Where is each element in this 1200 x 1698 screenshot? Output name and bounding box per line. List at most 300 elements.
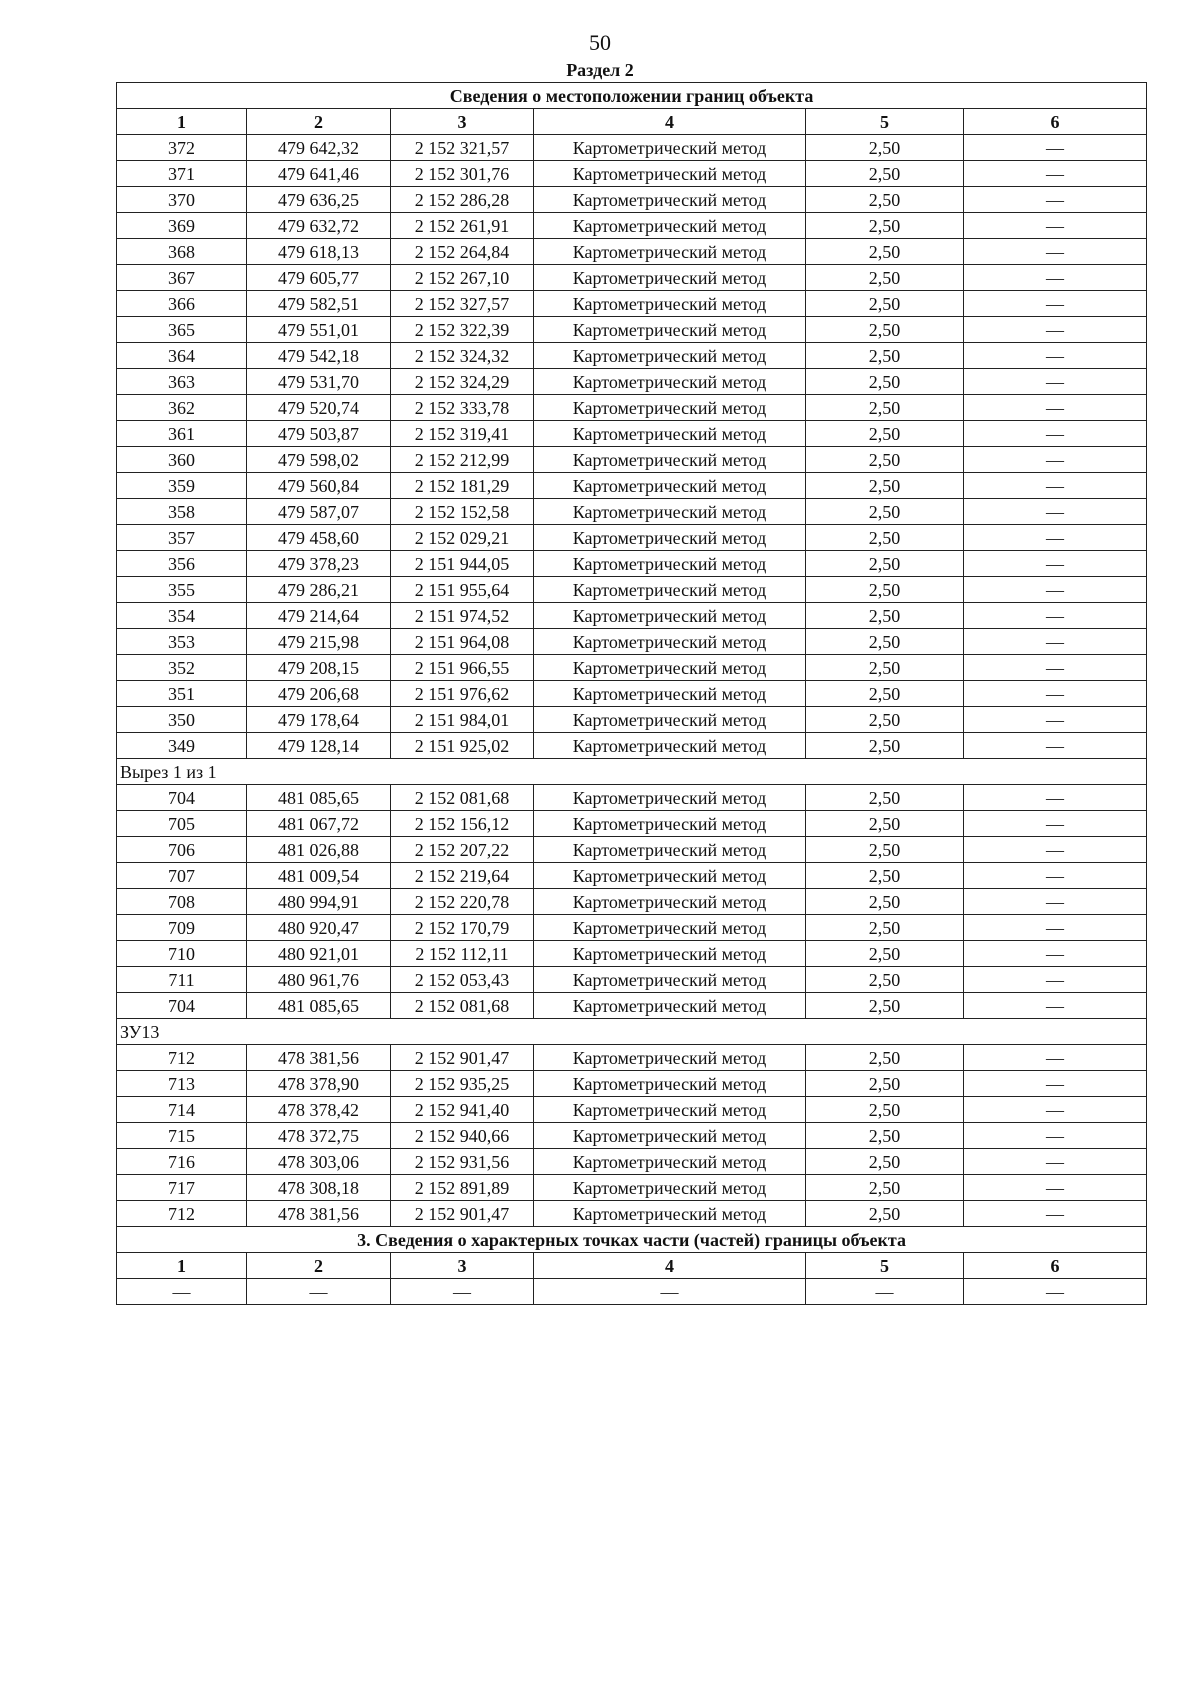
x-coordinate-cell: 479 208,15 [247, 655, 391, 681]
method-cell: Картометрический метод [534, 1175, 806, 1201]
y-coordinate-cell: 2 151 974,52 [391, 603, 534, 629]
method-cell: Картометрический метод [534, 941, 806, 967]
table-row [117, 941, 1147, 967]
point-number-cell: 707 [117, 863, 247, 889]
description-cell: — [964, 681, 1147, 707]
accuracy-cell: 2,50 [806, 603, 964, 629]
accuracy-cell: 2,50 [806, 733, 964, 759]
column-header: 3 [391, 1253, 534, 1279]
x-coordinate-cell: 481 009,54 [247, 863, 391, 889]
point-number-cell: 364 [117, 343, 247, 369]
x-coordinate-cell: 480 961,76 [247, 967, 391, 993]
method-cell: Картометрический метод [534, 343, 806, 369]
method-cell: Картометрический метод [534, 421, 806, 447]
description-cell: — [964, 291, 1147, 317]
accuracy-cell: 2,50 [806, 707, 964, 733]
method-cell: Картометрический метод [534, 863, 806, 889]
column-header: 2 [247, 1253, 391, 1279]
point-number-cell: 715 [117, 1123, 247, 1149]
section-title: Раздел 2 [566, 60, 634, 80]
table-row [117, 889, 1147, 915]
description-cell: — [964, 1149, 1147, 1175]
description-cell: — [964, 265, 1147, 291]
accuracy-cell: 2,50 [806, 889, 964, 915]
table-row [117, 1149, 1147, 1175]
parts-row [117, 1279, 1147, 1305]
column-header: 1 [117, 109, 247, 135]
accuracy-cell: 2,50 [806, 525, 964, 551]
method-cell: Картометрический метод [534, 1097, 806, 1123]
accuracy-cell: 2,50 [806, 447, 964, 473]
method-cell: Картометрический метод [534, 837, 806, 863]
page-number: 50 [589, 30, 611, 55]
accuracy-cell: 2,50 [806, 343, 964, 369]
table-row [117, 603, 1147, 629]
x-coordinate-cell: 479 598,02 [247, 447, 391, 473]
y-coordinate-cell: 2 152 319,41 [391, 421, 534, 447]
point-number-cell: 362 [117, 395, 247, 421]
x-coordinate-cell: 480 921,01 [247, 941, 391, 967]
method-cell: Картометрический метод [534, 733, 806, 759]
method-cell: Картометрический метод [534, 187, 806, 213]
description-cell: — [964, 187, 1147, 213]
y-coordinate-cell: 2 152 081,68 [391, 785, 534, 811]
description-cell: — [964, 915, 1147, 941]
point-number-cell: 359 [117, 473, 247, 499]
description-cell: — [964, 707, 1147, 733]
accuracy-cell: 2,50 [806, 785, 964, 811]
method-cell: Картометрический метод [534, 447, 806, 473]
x-coordinate-cell: 479 618,13 [247, 239, 391, 265]
accuracy-cell: 2,50 [806, 1097, 964, 1123]
point-number-cell: 368 [117, 239, 247, 265]
method-cell: Картометрический метод [534, 161, 806, 187]
description-cell: — [964, 1045, 1147, 1071]
description-cell: — [964, 551, 1147, 577]
method-cell: Картометрический метод [534, 993, 806, 1019]
point-number-cell: 356 [117, 551, 247, 577]
table-row [117, 837, 1147, 863]
x-coordinate-cell: 479 542,18 [247, 343, 391, 369]
y-coordinate-cell: 2 151 925,02 [391, 733, 534, 759]
y-coordinate-cell: 2 152 156,12 [391, 811, 534, 837]
table-row [117, 291, 1147, 317]
accuracy-cell: 2,50 [806, 499, 964, 525]
description-cell: — [964, 629, 1147, 655]
point-number-cell: 709 [117, 915, 247, 941]
table-row [117, 1175, 1147, 1201]
point-number-cell: 360 [117, 447, 247, 473]
y-coordinate-cell: 2 151 964,08 [391, 629, 534, 655]
method-cell: Картометрический метод [534, 577, 806, 603]
y-coordinate-cell: 2 151 955,64 [391, 577, 534, 603]
table-row [117, 915, 1147, 941]
y-coordinate-cell: 2 151 966,55 [391, 655, 534, 681]
x-coordinate-cell: 479 520,74 [247, 395, 391, 421]
description-cell: — [964, 135, 1147, 161]
method-cell: Картометрический метод [534, 265, 806, 291]
method-cell: Картометрический метод [534, 811, 806, 837]
method-cell: Картометрический метод [534, 317, 806, 343]
x-coordinate-cell: 479 378,23 [247, 551, 391, 577]
x-coordinate-cell: 479 641,46 [247, 161, 391, 187]
x-coordinate-cell: 479 531,70 [247, 369, 391, 395]
table-row [117, 863, 1147, 889]
description-cell: — [964, 993, 1147, 1019]
parts-header-row [117, 1253, 1147, 1279]
table-row [117, 135, 1147, 161]
table-row [117, 577, 1147, 603]
x-coordinate-cell: 479 605,77 [247, 265, 391, 291]
accuracy-cell: 2,50 [806, 915, 964, 941]
description-cell: — [964, 1175, 1147, 1201]
point-number-cell: 372 [117, 135, 247, 161]
method-cell: Картометрический метод [534, 655, 806, 681]
y-coordinate-cell: 2 152 207,22 [391, 837, 534, 863]
description-cell: — [964, 1123, 1147, 1149]
point-number-cell: 710 [117, 941, 247, 967]
accuracy-cell: 2,50 [806, 863, 964, 889]
description-cell: — [964, 1097, 1147, 1123]
description-cell: — [964, 343, 1147, 369]
point-number-cell: 712 [117, 1201, 247, 1227]
method-cell: Картометрический метод [534, 213, 806, 239]
y-coordinate-cell: 2 152 901,47 [391, 1045, 534, 1071]
point-number-cell: 369 [117, 213, 247, 239]
accuracy-cell: 2,50 [806, 941, 964, 967]
y-coordinate-cell: 2 152 170,79 [391, 915, 534, 941]
point-number-cell: 363 [117, 369, 247, 395]
x-coordinate-cell: 479 286,21 [247, 577, 391, 603]
x-coordinate-cell: 478 303,06 [247, 1149, 391, 1175]
description-cell: — [964, 161, 1147, 187]
table-row [117, 551, 1147, 577]
accuracy-cell: 2,50 [806, 265, 964, 291]
description-cell: — [964, 473, 1147, 499]
description-cell: — [964, 499, 1147, 525]
y-coordinate-cell: 2 152 152,58 [391, 499, 534, 525]
table-row [117, 681, 1147, 707]
point-number-cell: 708 [117, 889, 247, 915]
description-cell: — [964, 785, 1147, 811]
column-header: 6 [964, 109, 1147, 135]
table-row [117, 1123, 1147, 1149]
x-coordinate-cell: 481 026,88 [247, 837, 391, 863]
description-cell: — [964, 603, 1147, 629]
x-coordinate-cell: 479 206,68 [247, 681, 391, 707]
accuracy-cell: 2,50 [806, 421, 964, 447]
method-cell: Картометрический метод [534, 525, 806, 551]
accuracy-cell: 2,50 [806, 1045, 964, 1071]
parts-cell: — [806, 1279, 964, 1305]
point-number-cell: 371 [117, 161, 247, 187]
point-number-cell: 357 [117, 525, 247, 551]
point-number-cell: 366 [117, 291, 247, 317]
method-cell: Картометрический метод [534, 135, 806, 161]
point-number-cell: 704 [117, 993, 247, 1019]
description-cell: — [964, 577, 1147, 603]
description-cell: — [964, 447, 1147, 473]
point-number-cell: 711 [117, 967, 247, 993]
column-header: 6 [964, 1253, 1147, 1279]
column-header: 4 [534, 1253, 806, 1279]
y-coordinate-cell: 2 152 941,40 [391, 1097, 534, 1123]
description-cell: — [964, 941, 1147, 967]
method-cell: Картометрический метод [534, 1045, 806, 1071]
table-row [117, 707, 1147, 733]
y-coordinate-cell: 2 152 112,11 [391, 941, 534, 967]
x-coordinate-cell: 479 551,01 [247, 317, 391, 343]
x-coordinate-cell: 479 636,25 [247, 187, 391, 213]
point-number-cell: 350 [117, 707, 247, 733]
description-cell: — [964, 889, 1147, 915]
x-coordinate-cell: 479 214,64 [247, 603, 391, 629]
parts-cell: — [117, 1279, 247, 1305]
accuracy-cell: 2,50 [806, 967, 964, 993]
y-coordinate-cell: 2 152 321,57 [391, 135, 534, 161]
accuracy-cell: 2,50 [806, 213, 964, 239]
y-coordinate-cell: 2 152 029,21 [391, 525, 534, 551]
point-number-cell: 358 [117, 499, 247, 525]
x-coordinate-cell: 479 458,60 [247, 525, 391, 551]
x-coordinate-cell: 479 582,51 [247, 291, 391, 317]
y-coordinate-cell: 2 152 891,89 [391, 1175, 534, 1201]
x-coordinate-cell: 479 178,64 [247, 707, 391, 733]
table-row [117, 1071, 1147, 1097]
y-coordinate-cell: 2 152 261,91 [391, 213, 534, 239]
x-coordinate-cell: 478 381,56 [247, 1201, 391, 1227]
point-number-cell: 353 [117, 629, 247, 655]
accuracy-cell: 2,50 [806, 291, 964, 317]
accuracy-cell: 2,50 [806, 1071, 964, 1097]
y-coordinate-cell: 2 152 940,66 [391, 1123, 534, 1149]
table-row [117, 317, 1147, 343]
y-coordinate-cell: 2 152 081,68 [391, 993, 534, 1019]
accuracy-cell: 2,50 [806, 993, 964, 1019]
table-row [117, 421, 1147, 447]
table-row [117, 499, 1147, 525]
y-coordinate-cell: 2 152 322,39 [391, 317, 534, 343]
y-coordinate-cell: 2 152 935,25 [391, 1071, 534, 1097]
table-row [117, 447, 1147, 473]
point-number-cell: 712 [117, 1045, 247, 1071]
table-row [117, 785, 1147, 811]
accuracy-cell: 2,50 [806, 187, 964, 213]
x-coordinate-cell: 478 378,42 [247, 1097, 391, 1123]
y-coordinate-cell: 2 151 984,01 [391, 707, 534, 733]
y-coordinate-cell: 2 152 220,78 [391, 889, 534, 915]
accuracy-cell: 2,50 [806, 629, 964, 655]
y-coordinate-cell: 2 152 301,76 [391, 161, 534, 187]
description-cell: — [964, 967, 1147, 993]
description-cell: — [964, 369, 1147, 395]
group-title: Вырез 1 из 1 [117, 759, 1147, 785]
accuracy-cell: 2,50 [806, 551, 964, 577]
point-number-cell: 713 [117, 1071, 247, 1097]
description-cell: — [964, 811, 1147, 837]
method-cell: Картометрический метод [534, 707, 806, 733]
table-row [117, 369, 1147, 395]
point-number-cell: 706 [117, 837, 247, 863]
x-coordinate-cell: 478 381,56 [247, 1045, 391, 1071]
table-row [117, 473, 1147, 499]
column-header: 1 [117, 1253, 247, 1279]
parts-cell: — [391, 1279, 534, 1305]
x-coordinate-cell: 478 372,75 [247, 1123, 391, 1149]
table-row [117, 161, 1147, 187]
accuracy-cell: 2,50 [806, 1123, 964, 1149]
point-number-cell: 365 [117, 317, 247, 343]
x-coordinate-cell: 478 378,90 [247, 1071, 391, 1097]
table-row [117, 1201, 1147, 1227]
table-caption: Сведения о местоположении границ объекта [117, 83, 1147, 109]
description-cell: — [964, 1201, 1147, 1227]
description-cell: — [964, 395, 1147, 421]
x-coordinate-cell: 480 994,91 [247, 889, 391, 915]
column-header: 4 [534, 109, 806, 135]
method-cell: Картометрический метод [534, 603, 806, 629]
boundary-table [116, 82, 1147, 1305]
accuracy-cell: 2,50 [806, 239, 964, 265]
description-cell: — [964, 213, 1147, 239]
point-number-cell: 352 [117, 655, 247, 681]
header-row [117, 109, 1147, 135]
table-row [117, 213, 1147, 239]
method-cell: Картометрический метод [534, 889, 806, 915]
y-coordinate-cell: 2 152 053,43 [391, 967, 534, 993]
description-cell: — [964, 655, 1147, 681]
accuracy-cell: 2,50 [806, 681, 964, 707]
table-row [117, 265, 1147, 291]
method-cell: Картометрический метод [534, 681, 806, 707]
accuracy-cell: 2,50 [806, 369, 964, 395]
table-row [117, 1045, 1147, 1071]
point-number-cell: 349 [117, 733, 247, 759]
accuracy-cell: 2,50 [806, 1175, 964, 1201]
method-cell: Картометрический метод [534, 1149, 806, 1175]
y-coordinate-cell: 2 152 931,56 [391, 1149, 534, 1175]
method-cell: Картометрический метод [534, 239, 806, 265]
parts-cell: — [534, 1279, 806, 1305]
accuracy-cell: 2,50 [806, 655, 964, 681]
x-coordinate-cell: 479 128,14 [247, 733, 391, 759]
x-coordinate-cell: 479 587,07 [247, 499, 391, 525]
accuracy-cell: 2,50 [806, 1149, 964, 1175]
method-cell: Картометрический метод [534, 551, 806, 577]
point-number-cell: 704 [117, 785, 247, 811]
column-header: 5 [806, 109, 964, 135]
x-coordinate-cell: 479 503,87 [247, 421, 391, 447]
accuracy-cell: 2,50 [806, 161, 964, 187]
y-coordinate-cell: 2 152 901,47 [391, 1201, 534, 1227]
point-number-cell: 351 [117, 681, 247, 707]
accuracy-cell: 2,50 [806, 577, 964, 603]
description-cell: — [964, 421, 1147, 447]
x-coordinate-cell: 479 560,84 [247, 473, 391, 499]
x-coordinate-cell: 478 308,18 [247, 1175, 391, 1201]
description-cell: — [964, 525, 1147, 551]
y-coordinate-cell: 2 152 219,64 [391, 863, 534, 889]
parts-caption-row [117, 1227, 1147, 1253]
column-header: 3 [391, 109, 534, 135]
description-cell: — [964, 1071, 1147, 1097]
description-cell: — [964, 733, 1147, 759]
x-coordinate-cell: 481 085,65 [247, 785, 391, 811]
point-number-cell: 361 [117, 421, 247, 447]
parts-cell: — [247, 1279, 391, 1305]
method-cell: Картометрический метод [534, 629, 806, 655]
table-row [117, 187, 1147, 213]
method-cell: Картометрический метод [534, 1201, 806, 1227]
table-row [117, 343, 1147, 369]
point-number-cell: 716 [117, 1149, 247, 1175]
accuracy-cell: 2,50 [806, 1201, 964, 1227]
y-coordinate-cell: 2 152 324,29 [391, 369, 534, 395]
method-cell: Картометрический метод [534, 967, 806, 993]
point-number-cell: 354 [117, 603, 247, 629]
column-header: 2 [247, 109, 391, 135]
accuracy-cell: 2,50 [806, 317, 964, 343]
table-row [117, 1097, 1147, 1123]
accuracy-cell: 2,50 [806, 837, 964, 863]
column-header: 5 [806, 1253, 964, 1279]
y-coordinate-cell: 2 152 212,99 [391, 447, 534, 473]
parts-table-caption: 3. Сведения о характерных точках части (частей) границы объекта [117, 1227, 1147, 1253]
y-coordinate-cell: 2 152 181,29 [391, 473, 534, 499]
point-number-cell: 367 [117, 265, 247, 291]
accuracy-cell: 2,50 [806, 135, 964, 161]
x-coordinate-cell: 479 632,72 [247, 213, 391, 239]
caption-row [117, 83, 1147, 109]
table-row [117, 967, 1147, 993]
y-coordinate-cell: 2 151 976,62 [391, 681, 534, 707]
method-cell: Картометрический метод [534, 395, 806, 421]
y-coordinate-cell: 2 152 324,32 [391, 343, 534, 369]
method-cell: Картометрический метод [534, 785, 806, 811]
y-coordinate-cell: 2 151 944,05 [391, 551, 534, 577]
table-row [117, 733, 1147, 759]
method-cell: Картометрический метод [534, 1071, 806, 1097]
accuracy-cell: 2,50 [806, 473, 964, 499]
table-row [117, 811, 1147, 837]
description-cell: — [964, 317, 1147, 343]
y-coordinate-cell: 2 152 267,10 [391, 265, 534, 291]
method-cell: Картометрический метод [534, 291, 806, 317]
group-title: ЗУ13 [117, 1019, 1147, 1045]
group-row [117, 1019, 1147, 1045]
accuracy-cell: 2,50 [806, 811, 964, 837]
method-cell: Картометрический метод [534, 473, 806, 499]
table-row [117, 629, 1147, 655]
table-row [117, 395, 1147, 421]
description-cell: — [964, 863, 1147, 889]
table-row [117, 239, 1147, 265]
y-coordinate-cell: 2 152 264,84 [391, 239, 534, 265]
description-cell: — [964, 239, 1147, 265]
point-number-cell: 370 [117, 187, 247, 213]
method-cell: Картометрический метод [534, 499, 806, 525]
y-coordinate-cell: 2 152 286,28 [391, 187, 534, 213]
method-cell: Картометрический метод [534, 1123, 806, 1149]
accuracy-cell: 2,50 [806, 395, 964, 421]
parts-cell: — [964, 1279, 1147, 1305]
point-number-cell: 714 [117, 1097, 247, 1123]
method-cell: Картометрический метод [534, 369, 806, 395]
point-number-cell: 355 [117, 577, 247, 603]
x-coordinate-cell: 479 642,32 [247, 135, 391, 161]
x-coordinate-cell: 480 920,47 [247, 915, 391, 941]
x-coordinate-cell: 481 067,72 [247, 811, 391, 837]
